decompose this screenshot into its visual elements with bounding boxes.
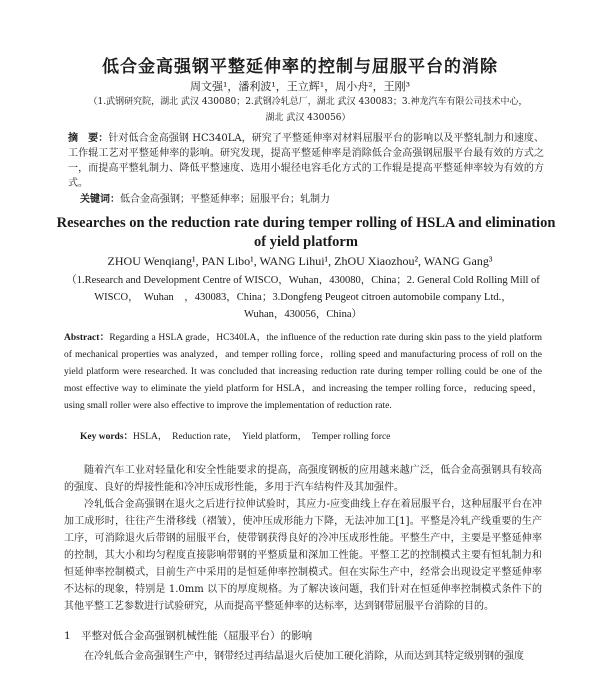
english-keywords-text: HSLA， Reduction rate， Yield platform， Temper rolling force (133, 432, 391, 442)
english-abstract-text: Regarding a HSLA grade，HC340LA，the influence of the reduction rate during skin pass to the yield platform of mechanical properties was analyzed，and temper rolling force，rolling speed and manufacturing process of roll on the yield platform were researched. It was concluded that increasing reduction rate during temper rolling could be one of the most effective way to eliminate the yield platform for HSLA，and increasing the temper rolling force，reducing speed，using small roller were also effective to improve the implementation of reduction rate. (64, 333, 542, 411)
english-keywords (80, 430, 542, 444)
section-1-text: 在冷轧低合金高强钢生产中，钢带经过再结晶退火后使加工硬化消除，从而达到其特定级别钢的强度 (84, 651, 524, 662)
english-keywords-label: Key words： (80, 432, 134, 442)
english-affiliation-line-1: （1.Research and Development Centre of WISCO，Wuhan，430080，China；2. General Cold Rolling Mill of (66, 275, 540, 286)
chinese-keywords-label: 关键词： (80, 194, 120, 205)
chinese-abstract-label: 摘 要： (68, 133, 109, 144)
chinese-abstract-text: 针对低合金高强钢 HC340LA，研究了平整延伸率对材料屈服平台的影响以及平整轧制力和速度、工作辊工艺对平整延伸率的影响。研究发现，提高平整延伸率是消除低合金高强钢屈服平台最有效的方式之一，而提高平整轧制力、降低平整速度、选用小辊径电容毛化方式的工作辊是提高平整延伸率较为有效的方式。 (68, 133, 545, 189)
chinese-affiliations (58, 94, 558, 126)
chinese-affiliation-line-1: （1.武钢研究院，湖北 武汉 430080；2.武钢冷轧总厂，湖北 武汉 430083；3.神龙汽车有限公司技术中心， (88, 97, 528, 107)
english-abstract-label: Abstract： (64, 333, 110, 343)
english-affiliations (64, 272, 542, 323)
chinese-keywords-text: 低合金高强钢；平整延伸率；屈服平台；轧制力 (120, 194, 330, 205)
chinese-title: 低合金高强钢平整延伸率的控制与屈服平台的消除 (102, 57, 498, 77)
english-title: Researches on the reduction rate during temper rolling of HSLA and elimination of yield platform (56, 215, 556, 250)
english-affiliation-line-2: WISCO， Wuhan ，430083，China；3.Dongfeng Peugeot citroen automobile company Ltd.， (94, 292, 512, 303)
english-authors: ZHOU Wenqiang¹, PAN Libo¹, WANG Lihui¹, ZhOU Xiaozhou², WANG Gang³ (107, 254, 493, 268)
section-1-heading: 1 平整对低合金高强钢机械性能（屈服平台）的影响 (64, 630, 313, 642)
intro-paragraph-1: 随着汽车工业对轻量化和安全性能要求的提高，高强度钢板的应用越来越广泛，低合金高强钢具有较高的强度、良好的焊接性能和冷冲压成形性能，多用于汽车结构件及其加强件。 (64, 465, 542, 493)
chinese-authors: 周文强¹，潘利波¹，王立辉¹，周小舟²，王刚³ (189, 80, 411, 93)
intro-paragraph-2: 冷轧低合金高强钢在退火之后进行拉伸试验时，其应力-应变曲线上存在着屈服平台，这种屈服平台在冲加工成形时，往往产生滑移线（褶皱），使冲压成形能力下降，无法冲加工[1]。平整是冷轧产线重要的生产工序，可消除退火后带钢的屈服平台，使带钢获得良好的冷冲压成形性能。平整生产中，主要是平整延伸率的控制，其大小和均匀程度直接影响带钢的平整质量和深加工性能。平整工艺的控制模式主要有恒轧制力和恒延伸率控制模式，目前生产中采用的是恒延伸率控制模式。但在实际生产中，经常会出现设定平整延伸率不达标的现象，特别是 1.0mm 以下的厚度规格。为了解决该问题，我们针对在恒延伸率控制模式条件下的其他平整工艺参数进行试验研究，从而提高平整延伸率的达标率，达到钢带屈服平台消除的目的。 (64, 499, 542, 612)
chinese-abstract (68, 131, 544, 191)
english-abstract (64, 330, 542, 415)
english-affiliation-line-3: Wuhan，430056，China） (244, 309, 362, 320)
introduction (64, 462, 542, 615)
chinese-affiliation-line-2: 湖北 武汉 430056） (265, 113, 351, 123)
chinese-keywords (80, 193, 544, 207)
